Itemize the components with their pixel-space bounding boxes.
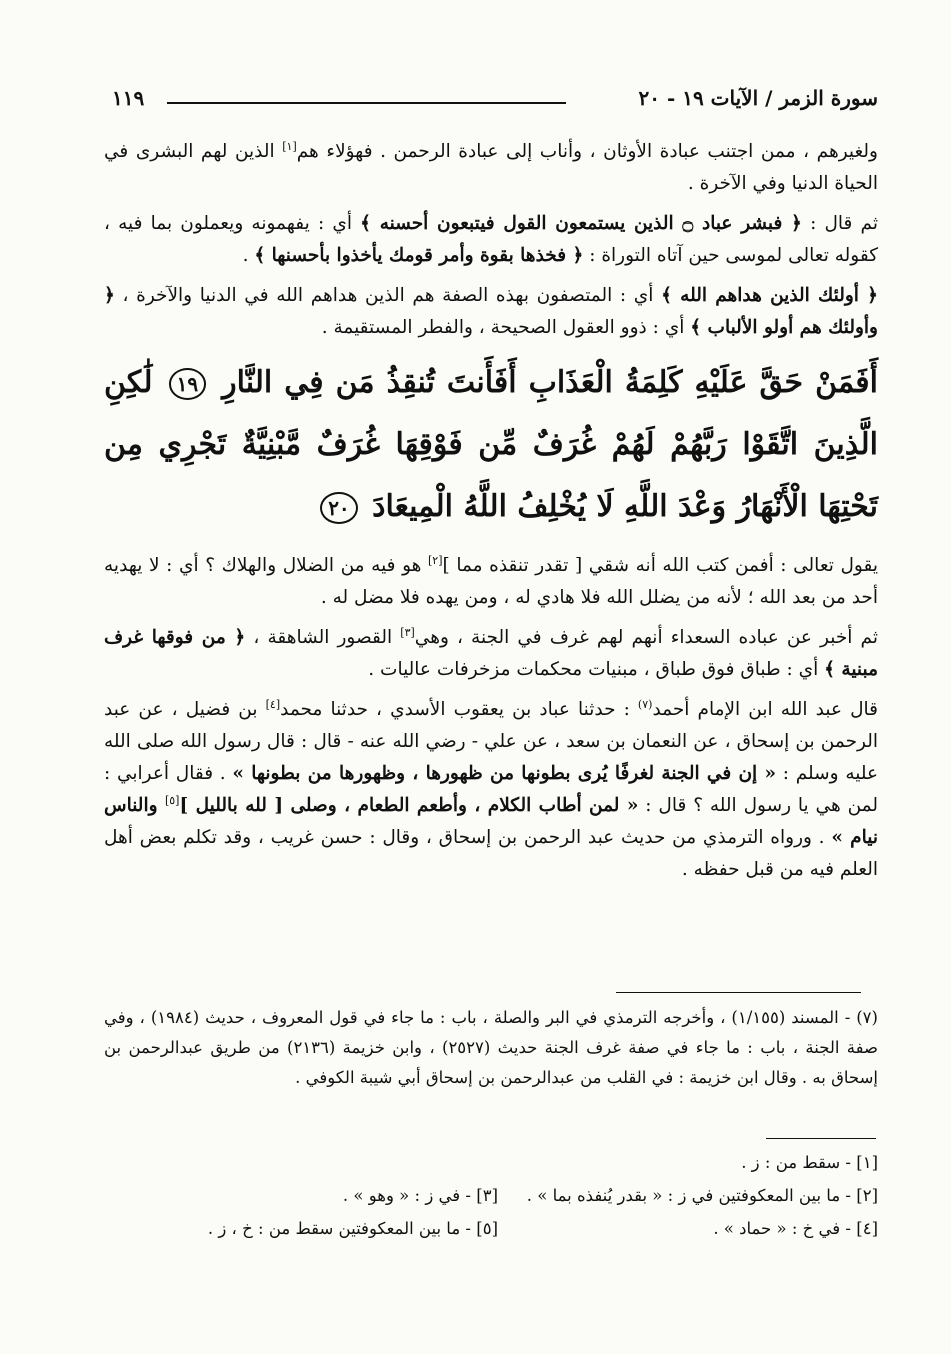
note-5: [٥] - ما بين المعكوفتين سقط من : خ ، ز .	[207, 1219, 498, 1238]
page-number: ١١٩	[112, 86, 145, 110]
note-ref: [١]	[282, 139, 297, 153]
paragraph-1	[104, 136, 878, 200]
verse-number-marker: ٢٠	[320, 492, 357, 524]
quran-verses	[104, 352, 878, 538]
surah-title: سورة الزمر / الآيات ١٩ - ٢٠	[638, 86, 878, 110]
paragraph-3	[104, 280, 878, 344]
notes-row	[104, 1212, 878, 1245]
notes-row	[104, 1179, 878, 1212]
paragraph-5	[104, 622, 878, 686]
text: القصور الشاهقة ،	[245, 627, 401, 648]
paragraph-2	[104, 208, 878, 272]
header-rule	[167, 102, 566, 104]
text: الذين لهم البشرى في الحياة الدنيا وفي الآخرة .	[104, 141, 878, 194]
text: قال عبد الله ابن الإمام أحمد	[652, 699, 878, 720]
main-text	[104, 136, 878, 894]
text: ولغيرهم ، ممن اجتنب عبادة الأوثان ، وأناب إلى عبادة الرحمن . فهؤلاء هم	[296, 141, 878, 162]
text: بن فضيل ، عن عبد الرحمن بن إسحاق ، عن النعمان بن سعد ، عن علي - رضي الله عنه - قال : قال رسول الله صلى الله عليه وسلم :	[104, 699, 878, 784]
hadith-quote: والناس نيام »	[104, 795, 879, 848]
notes-row	[104, 1146, 878, 1179]
text: ثم قال :	[801, 213, 879, 234]
quran-quote: ﴿ فبشر عباد ۝ الذين يستمعون القول فيتبعون أحسنه ﴾	[360, 213, 802, 234]
quran-quote: ﴿ وأولئك هم أولو الألباب ﴾	[104, 285, 878, 338]
running-header	[112, 84, 878, 120]
hadith-quote: « لمن أطاب الكلام ، وأطعم الطعام ، وصلى [ لله بالليل ]	[179, 795, 639, 816]
quran-quote: ﴿ أولئك الذين هداهم الله ﴾	[661, 285, 878, 306]
text: . فقال أعرابي : لمن هي يا رسول الله ؟ قال :	[104, 763, 878, 816]
note-1: [١] - سقط من : ز .	[741, 1153, 878, 1172]
quran-quote: ﴿ فخذها بقوة وأمر قومك يأخذوا بأحسنها ﴾	[254, 245, 584, 266]
notes-separator	[766, 1138, 876, 1139]
text: . ورواه الترمذي من حديث عبد الرحمن بن إسحاق ، وقال : حسن غريب ، وقد تكلم بعض أهل العلم فيه من قبل حفظه .	[104, 827, 878, 880]
text: .	[242, 245, 255, 266]
textual-notes	[104, 1146, 878, 1245]
text: أي : يفهمونه ويعملون بما فيه ، كقوله تعالى لموسى حين آتاه التوراة :	[104, 213, 878, 266]
note-ref: [٥]	[164, 793, 180, 807]
text: أي : طباق فوق طباق ، مبنيات محكمات مزخرفات عاليات .	[368, 659, 825, 680]
paragraph-6	[104, 694, 878, 886]
verse-text: لَٰكِنِ الَّذِينَ اتَّقَوْا رَبَّهُمْ لَهُمْ غُرَفٌ مِّن فَوْقِهَا غُرَفٌ مَّبْنِيَّةٌ تَجْرِي مِن تَحْتِهَا الْأَنْهَارُ وَعْدَ اللَّهِ لَا يُخْلِفُ اللَّهُ الْمِيعَادَ	[104, 365, 878, 524]
hadith-quote: « إن في الجنة لغرفًا يُرى بطونها من ظهورها ، وظهورها من بطونها »	[232, 763, 777, 784]
note-4: [٤] - في خ : « حماد » .	[713, 1219, 878, 1238]
text: : حدثنا عباد بن يعقوب الأسدي ، حدثنا محمد	[280, 699, 638, 720]
text: يقول تعالى : أفمن كتب الله أنه شقي [ تقدر تنقذه مما ]	[442, 555, 878, 576]
paragraph-4	[104, 550, 878, 614]
quran-quote: ﴿ من فوقها غرف مبنية ﴾	[104, 627, 878, 680]
note-ref: [٤]	[265, 697, 281, 711]
note-3: [٣] - في ز : « وهو » .	[342, 1186, 498, 1205]
text: ثم أخبر عن عباده السعداء أنهم لهم غرف في الجنة ، وهي	[414, 627, 878, 648]
text: أي : ذوو العقول الصحيحة ، والفطر المستقيمة .	[321, 317, 691, 338]
verse-text: أَفَمَنْ حَقَّ عَلَيْهِ كَلِمَةُ الْعَذَابِ أَفَأَنتَ تُنقِذُ مَن فِي النَّارِ	[222, 365, 878, 400]
note-ref: [٣]	[400, 625, 415, 639]
note-ref: [٢]	[428, 553, 443, 567]
footnote-7: (٧) - المسند (١/١٥٥) ، وأخرجه الترمذي في البر والصلة ، باب : ما جاء في قول المعروف ، حديث (١٩٨٤) ، وفي صفة الجنة ، باب : ما جاء في صفة غرف الجنة حديث (٢٥٢٧) ، وابن خزيمة (٢١٣٦) من طريق عبدالرحمن بن إسحاق به . وقال ابن خزيمة : في القلب من عبدالرحمن بن إسحاق أبي شيبة الكوفي .	[104, 1008, 878, 1087]
note-2: [٢] - ما بين المعكوفتين في ز : « بقدر يُنفذه بما » .	[526, 1186, 878, 1205]
footnote-separator	[616, 992, 861, 993]
footnote-ref: (٧)	[637, 697, 653, 711]
verse-number-marker: ١٩	[169, 368, 206, 400]
text: هو فيه من الضلال والهلاك ؟ أي : لا يهديه أحد من بعد الله ؛ لأنه من يضلل الله فلا هادي له ، ومن يهده فلا مضل له .	[104, 555, 878, 608]
text: أي : المتصفون بهذه الصفة هم الذين هداهم الله في الدنيا والآخرة ،	[114, 285, 662, 306]
